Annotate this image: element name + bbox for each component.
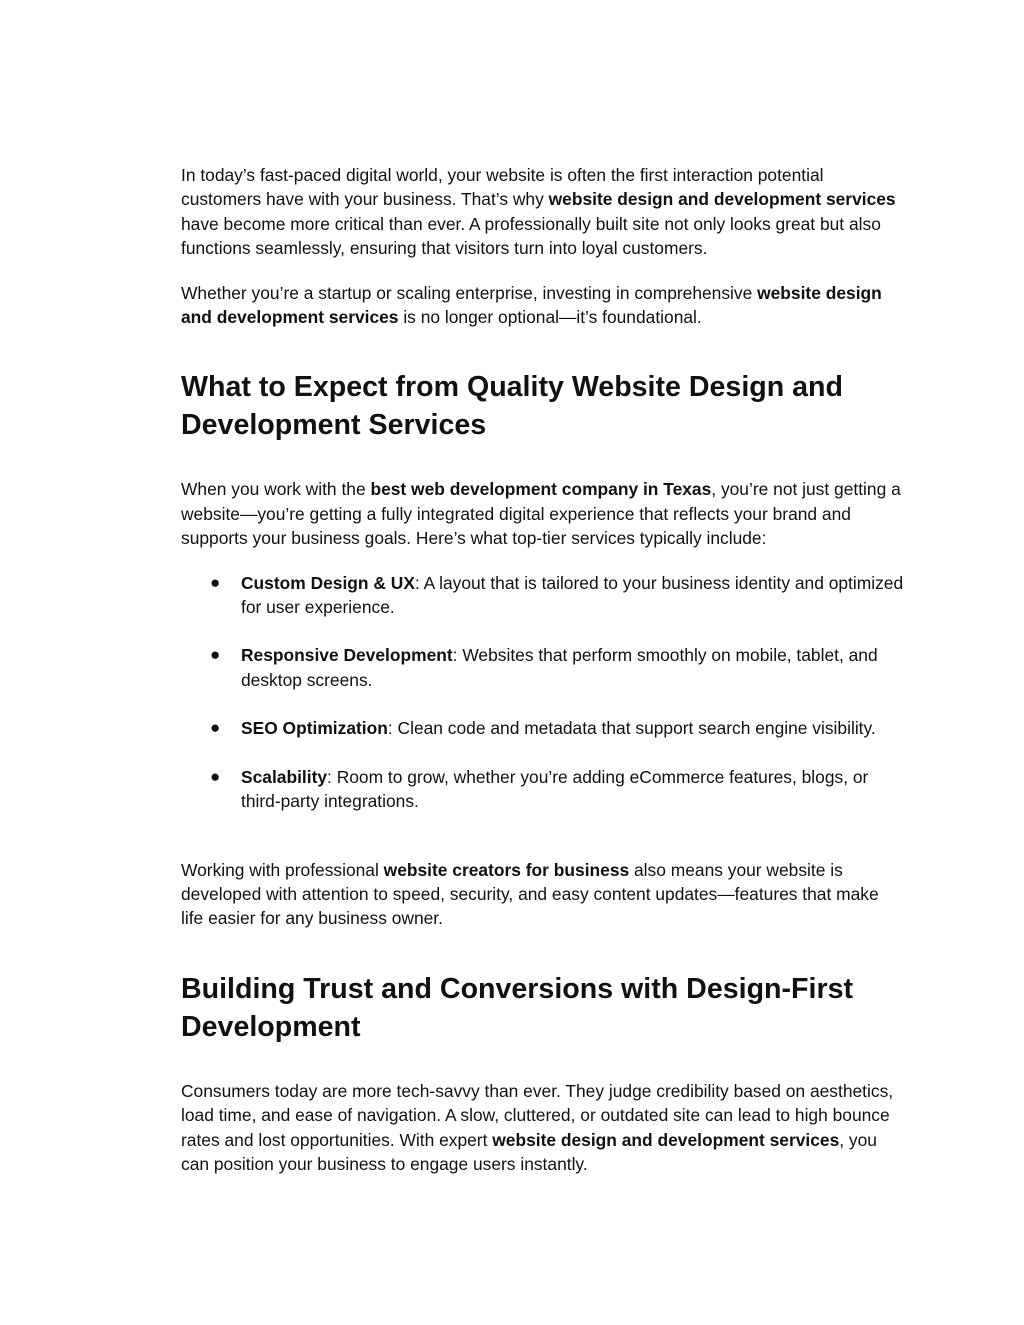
section-1-heading: What to Expect from Quality Website Design and Development Services <box>181 371 843 442</box>
section-1-paragraph-1 <box>181 477 905 550</box>
bullet-dot: ● <box>210 766 221 786</box>
bullet-item-seo-optimization <box>181 716 905 740</box>
intro-p1-text-2: have become more critical than ever. A professionally built site not only looks great but also functions seamlessly, ensuring that visitors turn into loyal customers. <box>181 213 881 259</box>
bullet-text: : Room to grow, whether you’re adding eCommerce features, blogs, or third-party integrations. <box>241 766 869 812</box>
bullet-title: Custom Design & UX <box>241 572 415 593</box>
section-2-paragraph-1 <box>181 1079 905 1177</box>
bullet-item-custom-design <box>181 571 905 620</box>
intro-p2-text-2: is no longer optional—it’s foundational. <box>398 307 702 328</box>
bullet-title: Scalability <box>241 766 328 787</box>
s2-p1-text-1: Consumers today are more tech-savvy than ever. They judge credibility based on aesthetics, load time, and ease of navigation. A slow, cluttered, or outdated site can lead to high bounce rates and lost opportunities. With expert <box>181 1080 894 1150</box>
section-2-heading: Building Trust and Conversions with Design-First Development <box>181 972 853 1043</box>
bullet-title: Responsive Development <box>241 645 453 666</box>
s1-p2-text-2: also means your website is developed with attention to speed, security, and easy content updates—features that make life easier for any business owner. <box>181 859 879 929</box>
intro-p2-text-1: Whether you’re a startup or scaling enterprise, investing in comprehensive <box>181 282 758 303</box>
s1-p2-text-1: Working with professional <box>181 859 384 880</box>
intro-paragraph-1 <box>181 163 905 261</box>
bullet-text: : Websites that perform smoothly on mobile, tablet, and desktop screens. <box>241 645 878 690</box>
s1-p1-text-1: When you work with the <box>181 479 371 500</box>
s2-p1-bold-keyword: website design and development services <box>492 1129 840 1150</box>
intro-paragraph-2 <box>181 281 905 330</box>
intro-p2-bold-keyword: website design and development services <box>181 282 882 328</box>
bullet-dot: ● <box>210 645 221 665</box>
document-page <box>181 163 905 1176</box>
section-1-paragraph-2 <box>181 858 905 931</box>
bullet-item-responsive-development <box>181 643 905 692</box>
bullet-dot: ● <box>210 572 221 592</box>
bullet-title: SEO Optimization <box>241 718 388 739</box>
s1-p1-bold-keyword: best web development company in Texas <box>370 479 712 500</box>
services-bullet-list <box>181 571 905 814</box>
intro-p1-bold-keyword: website design and development services <box>548 189 896 210</box>
s1-p2-bold-keyword: website creators for business <box>383 859 630 880</box>
s2-p1-text-2: , you can position your business to engage users instantly. <box>181 1129 877 1174</box>
s1-p1-text-2: , you’re not just getting a website—you’re getting a fully integrated digital experience that reflects your brand and supports your business goals. Here’s what top-tier services typically include: <box>181 479 901 549</box>
bullet-item-scalability <box>181 765 905 814</box>
intro-p1-text-1: In today’s fast-paced digital world, your website is often the first interaction potential customers have with your business. That’s why <box>181 165 824 210</box>
bullet-dot: ● <box>210 718 221 738</box>
bullet-text: : Clean code and metadata that support search engine visibility. <box>387 718 876 739</box>
bullet-text: : A layout that is tailored to your business identity and optimized for user experience. <box>241 572 904 618</box>
